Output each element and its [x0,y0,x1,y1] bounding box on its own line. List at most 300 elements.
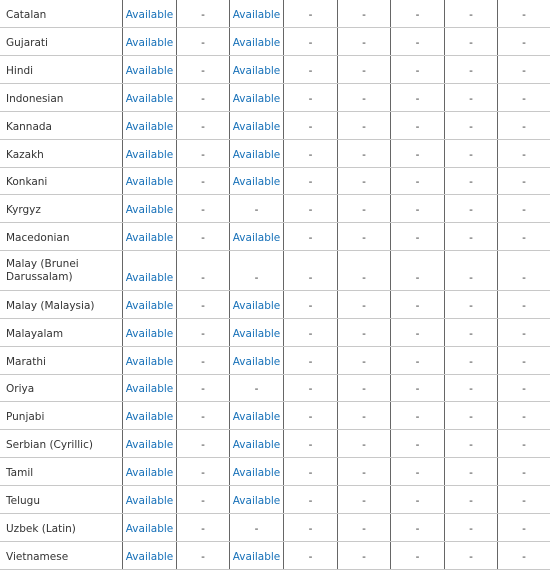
availability-cell [230,430,284,458]
availability-cell [177,374,230,402]
table-row [0,430,550,458]
availability-cell [123,402,177,430]
not-available-dash: - [201,204,205,216]
language-name-cell: Punjabi [0,402,123,430]
not-available-dash: - [469,121,473,133]
availability-cell [391,56,445,84]
available-link[interactable]: Available [233,93,281,105]
table-row [0,251,550,291]
availability-cell [338,111,391,139]
not-available-dash: - [469,495,473,507]
availability-cell [498,111,550,139]
not-available-dash: - [309,467,313,479]
not-available-dash: - [522,204,526,216]
not-available-dash: - [469,65,473,77]
not-available-dash: - [201,37,205,49]
availability-cell [284,513,338,541]
not-available-dash: - [309,37,313,49]
availability-cell [230,458,284,486]
availability-cell [338,541,391,569]
availability-cell [391,223,445,251]
not-available-dash: - [469,383,473,395]
available-link[interactable]: Available [126,121,174,133]
not-available-dash: - [469,9,473,21]
available-link[interactable]: Available [233,439,281,451]
table-row [0,84,550,112]
availability-cell [177,84,230,112]
availability-cell [230,541,284,569]
language-name-cell: Malay (Malaysia) [0,291,123,319]
availability-cell [498,0,550,28]
not-available-dash: - [309,232,313,244]
availability-cell [498,251,550,291]
not-available-dash: - [362,176,366,188]
availability-cell [284,251,338,291]
availability-cell [391,291,445,319]
not-available-dash: - [416,467,420,479]
not-available-dash: - [201,411,205,423]
language-name-cell: Konkani [0,167,123,195]
not-available-dash: - [362,121,366,133]
availability-cell [123,318,177,346]
not-available-dash: - [201,551,205,563]
availability-cell [338,84,391,112]
not-available-dash: - [416,495,420,507]
language-name-cell: Oriya [0,374,123,402]
not-available-dash: - [309,439,313,451]
available-link[interactable]: Available [126,523,174,535]
not-available-dash: - [201,272,205,284]
not-available-dash: - [201,65,205,77]
not-available-dash: - [362,383,366,395]
availability-cell [338,458,391,486]
availability-cell [391,28,445,56]
not-available-dash: - [522,495,526,507]
available-link[interactable]: Available [126,65,174,77]
availability-cell [445,486,498,514]
table-row [0,346,550,374]
availability-cell [123,541,177,569]
available-link[interactable]: Available [126,467,174,479]
not-available-dash: - [469,93,473,105]
availability-cell [177,111,230,139]
not-available-dash: - [309,204,313,216]
availability-cell [498,84,550,112]
available-link[interactable]: Available [126,232,174,244]
availability-cell [445,167,498,195]
availability-cell [284,195,338,223]
not-available-dash: - [201,523,205,535]
availability-cell [445,374,498,402]
not-available-dash: - [469,356,473,368]
availability-cell [284,402,338,430]
not-available-dash: - [201,495,205,507]
availability-cell [498,139,550,167]
not-available-dash: - [522,328,526,340]
not-available-dash: - [362,37,366,49]
language-name-cell: Marathi [0,346,123,374]
not-available-dash: - [309,176,313,188]
language-name-cell: Tamil [0,458,123,486]
availability-cell [445,346,498,374]
not-available-dash: - [309,93,313,105]
not-available-dash: - [362,149,366,161]
availability-cell [123,291,177,319]
availability-cell [338,167,391,195]
available-link[interactable]: Available [126,383,174,395]
not-available-dash: - [309,9,313,21]
availability-cell [177,318,230,346]
availability-cell [338,486,391,514]
availability-cell [338,139,391,167]
available-link[interactable]: Available [233,551,281,563]
not-available-dash: - [416,551,420,563]
language-name-cell: Kannada [0,111,123,139]
availability-cell [498,346,550,374]
not-available-dash: - [469,411,473,423]
language-name-cell: Gujarati [0,28,123,56]
not-available-dash: - [469,300,473,312]
availability-cell [123,374,177,402]
not-available-dash: - [309,300,313,312]
availability-cell [123,28,177,56]
availability-cell [230,139,284,167]
available-link[interactable]: Available [233,121,281,133]
available-link[interactable]: Available [233,356,281,368]
not-available-dash: - [309,121,313,133]
not-available-dash: - [309,272,313,284]
table-row [0,167,550,195]
availability-cell [338,402,391,430]
table-row [0,541,550,569]
availability-cell [177,458,230,486]
availability-cell [177,195,230,223]
available-link[interactable]: Available [126,551,174,563]
language-name-cell: Indonesian [0,84,123,112]
availability-cell [391,139,445,167]
availability-cell [498,223,550,251]
availability-cell [230,195,284,223]
available-link[interactable]: Available [126,149,174,161]
not-available-dash: - [522,121,526,133]
available-link[interactable]: Available [233,176,281,188]
not-available-dash: - [469,551,473,563]
not-available-dash: - [201,149,205,161]
availability-cell [391,486,445,514]
not-available-dash: - [522,37,526,49]
not-available-dash: - [522,439,526,451]
language-name-cell: Telugu [0,486,123,514]
availability-cell [177,291,230,319]
not-available-dash: - [522,232,526,244]
availability-cell [391,195,445,223]
availability-cell [284,458,338,486]
not-available-dash: - [201,300,205,312]
not-available-dash: - [416,93,420,105]
table-row [0,0,550,28]
availability-cell [391,402,445,430]
availability-cell [123,346,177,374]
availability-cell [230,223,284,251]
availability-cell [284,541,338,569]
not-available-dash: - [416,37,420,49]
not-available-dash: - [522,176,526,188]
not-available-dash: - [362,65,366,77]
availability-cell [338,0,391,28]
table-row [0,223,550,251]
not-available-dash: - [362,467,366,479]
availability-cell [177,167,230,195]
not-available-dash: - [362,93,366,105]
not-available-dash: - [469,467,473,479]
availability-cell [338,251,391,291]
not-available-dash: - [416,523,420,535]
availability-cell [230,56,284,84]
language-name-cell: Vietnamese [0,541,123,569]
not-available-dash: - [416,383,420,395]
available-link[interactable]: Available [233,232,281,244]
available-link[interactable]: Available [126,272,174,284]
not-available-dash: - [416,176,420,188]
availability-cell [123,251,177,291]
availability-cell [284,374,338,402]
not-available-dash: - [469,439,473,451]
not-available-dash: - [522,467,526,479]
not-available-dash: - [416,9,420,21]
table-row [0,374,550,402]
availability-cell [391,541,445,569]
not-available-dash: - [201,232,205,244]
available-link[interactable]: Available [126,356,174,368]
availability-cell [391,374,445,402]
not-available-dash: - [362,204,366,216]
available-link[interactable]: Available [233,495,281,507]
availability-cell [230,374,284,402]
availability-cell [284,84,338,112]
available-link[interactable]: Available [126,439,174,451]
availability-cell [445,223,498,251]
not-available-dash: - [309,495,313,507]
availability-cell [445,541,498,569]
availability-cell [284,0,338,28]
availability-cell [177,139,230,167]
language-name-cell: Kyrgyz [0,195,123,223]
not-available-dash: - [522,9,526,21]
availability-cell [445,56,498,84]
availability-cell [391,318,445,346]
table-row [0,486,550,514]
available-link[interactable]: Available [233,9,281,21]
availability-cell [338,346,391,374]
not-available-dash: - [309,551,313,563]
availability-cell [498,430,550,458]
not-available-dash: - [201,356,205,368]
availability-cell [177,513,230,541]
available-link[interactable]: Available [233,65,281,77]
availability-cell [445,0,498,28]
not-available-dash: - [416,439,420,451]
availability-cell [230,402,284,430]
availability-cell [284,111,338,139]
availability-cell [391,0,445,28]
availability-cell [338,195,391,223]
availability-cell [284,430,338,458]
table-row [0,139,550,167]
available-link[interactable]: Available [126,411,174,423]
not-available-dash: - [201,93,205,105]
availability-cell [445,195,498,223]
availability-cell [123,513,177,541]
not-available-dash: - [362,495,366,507]
available-link[interactable]: Available [126,204,174,216]
availability-cell [177,486,230,514]
not-available-dash: - [362,9,366,21]
availability-cell [284,223,338,251]
not-available-dash: - [362,232,366,244]
availability-cell [445,318,498,346]
not-available-dash: - [416,328,420,340]
availability-cell [338,56,391,84]
availability-cell [123,486,177,514]
not-available-dash: - [201,467,205,479]
availability-cell [445,84,498,112]
availability-cell [338,374,391,402]
not-available-dash: - [522,551,526,563]
not-available-dash: - [362,272,366,284]
available-link[interactable]: Available [126,9,174,21]
available-link[interactable]: Available [126,300,174,312]
availability-cell [230,318,284,346]
availability-cell [230,486,284,514]
availability-cell [498,374,550,402]
availability-cell [498,513,550,541]
available-link[interactable]: Available [126,37,174,49]
availability-cell [498,458,550,486]
availability-cell [230,28,284,56]
availability-cell [284,291,338,319]
availability-cell [445,28,498,56]
not-available-dash: - [522,383,526,395]
available-link[interactable]: Available [233,467,281,479]
not-available-dash: - [522,523,526,535]
availability-cell [445,291,498,319]
not-available-dash: - [522,300,526,312]
not-available-dash: - [201,9,205,21]
availability-cell [445,513,498,541]
not-available-dash: - [522,149,526,161]
availability-cell [498,28,550,56]
availability-cell [123,430,177,458]
availability-cell [445,402,498,430]
availability-cell [123,111,177,139]
availability-cell [445,430,498,458]
availability-cell [391,84,445,112]
not-available-dash: - [469,523,473,535]
available-link[interactable]: Available [233,149,281,161]
not-available-dash: - [362,551,366,563]
not-available-dash: - [362,328,366,340]
availability-cell [284,346,338,374]
availability-cell [391,458,445,486]
availability-cell [391,430,445,458]
not-available-dash: - [362,356,366,368]
availability-cell [284,318,338,346]
availability-cell [177,251,230,291]
not-available-dash: - [201,328,205,340]
availability-cell [338,28,391,56]
available-link[interactable]: Available [126,328,174,340]
not-available-dash: - [469,176,473,188]
availability-cell [498,195,550,223]
availability-cell [498,318,550,346]
availability-cell [123,195,177,223]
not-available-dash: - [469,272,473,284]
availability-cell [498,291,550,319]
availability-cell [498,541,550,569]
table-row [0,402,550,430]
available-link[interactable]: Available [233,328,281,340]
availability-cell [391,251,445,291]
availability-cell [498,486,550,514]
availability-cell [123,84,177,112]
not-available-dash: - [469,232,473,244]
availability-cell [123,0,177,28]
available-link[interactable]: Available [126,93,174,105]
availability-cell [445,458,498,486]
availability-cell [177,56,230,84]
language-name-cell: Catalan [0,0,123,28]
not-available-dash: - [255,523,259,535]
language-name-cell: Uzbek (Latin) [0,513,123,541]
not-available-dash: - [255,272,259,284]
availability-cell [445,139,498,167]
availability-cell [391,167,445,195]
availability-cell [391,513,445,541]
availability-cell [123,139,177,167]
language-name-cell: Kazakh [0,139,123,167]
availability-cell [177,223,230,251]
not-available-dash: - [255,204,259,216]
language-name-cell: Malay (Brunei Darussalam) [0,251,123,291]
not-available-dash: - [416,121,420,133]
available-link[interactable]: Available [233,37,281,49]
availability-cell [230,346,284,374]
availability-cell [230,251,284,291]
availability-cell [177,346,230,374]
availability-cell [338,513,391,541]
availability-cell [498,56,550,84]
available-link[interactable]: Available [126,495,174,507]
availability-cell [338,291,391,319]
not-available-dash: - [469,328,473,340]
table-row [0,195,550,223]
not-available-dash: - [309,356,313,368]
availability-cell [123,56,177,84]
availability-cell [177,0,230,28]
available-link[interactable]: Available [233,300,281,312]
not-available-dash: - [362,439,366,451]
language-name-cell: Serbian (Cyrillic) [0,430,123,458]
available-link[interactable]: Available [233,411,281,423]
available-link[interactable]: Available [126,176,174,188]
language-name-cell: Macedonian [0,223,123,251]
availability-cell [230,513,284,541]
availability-cell [338,223,391,251]
availability-cell [498,167,550,195]
not-available-dash: - [522,411,526,423]
not-available-dash: - [309,149,313,161]
not-available-dash: - [309,523,313,535]
